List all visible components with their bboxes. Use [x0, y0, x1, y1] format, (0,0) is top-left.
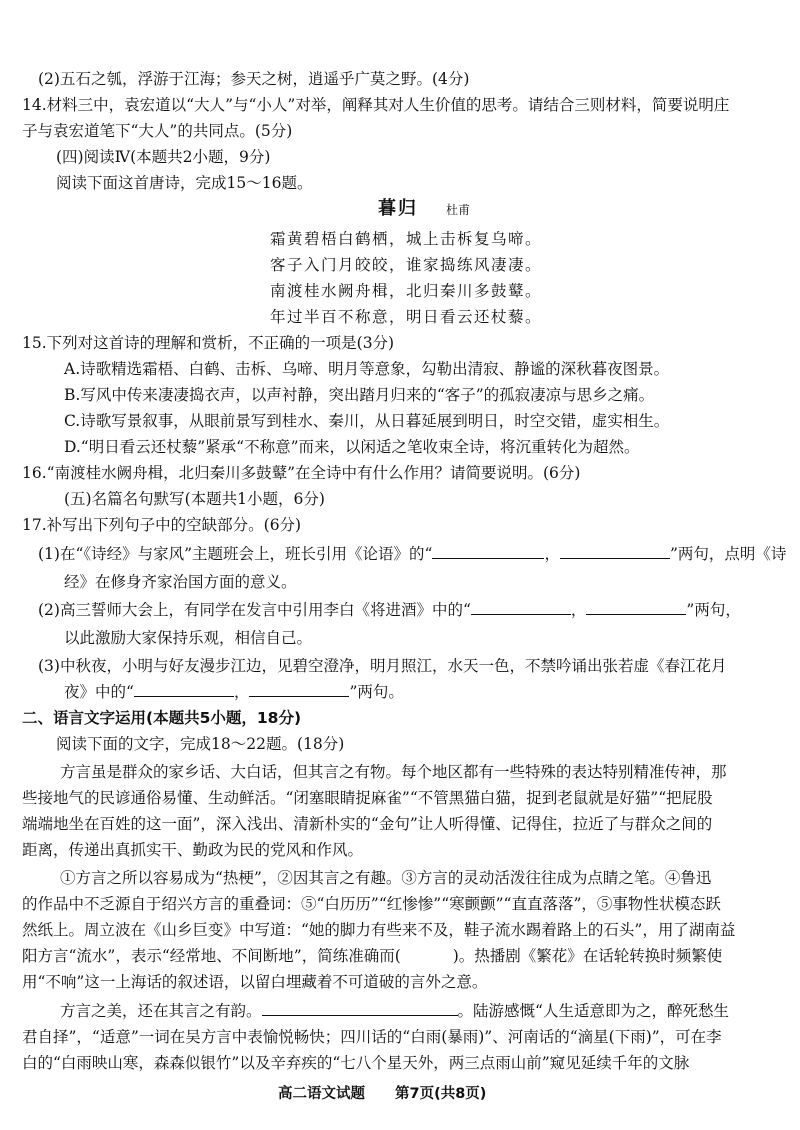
- page-number: 第7页(共8页): [395, 1086, 487, 1102]
- passage-p3-line-3: 白的“白雨映山寒，森森似银竹”以及辛弃疾的“七八个星天外，两三点雨山前”窥见延续千年的文脉: [22, 1054, 690, 1072]
- passage-p2-line-3: 然纸上。周立波在《山乡巨变》中写道：“她的脚力有些来不及，鞋子流水踢着路上的石头”，用了湖南益: [22, 921, 736, 939]
- q15-option-b: B.写风中传来凄凄捣衣声，以声衬静，突出踏月归来的“客子”的孤寂凄凉与思乡之痛。: [64, 386, 655, 404]
- answer-blank[interactable]: [586, 599, 686, 615]
- poem-line-1: 霜黄碧梧白鹤栖，城上击柝复乌啼。: [270, 230, 543, 248]
- passage-p2-line-4: 阳方言“流水”，表示“经常地、不间断地”，简练准确而( )。热播剧《繁花》在话轮转换时频繁使: [22, 947, 723, 965]
- q15-option-d: D.“明日看云还杖藜”紧承“不称意”而来，以闲适之笔收束全诗，将沉重转化为超然。: [64, 438, 640, 456]
- passage-p1-line-2: 些接地气的民谚通俗易懂、生动鲜活。“闭塞眼睛捉麻雀”“不管黑猫白猫，捉到老鼠就是好猫”“把屁股: [22, 789, 713, 807]
- part2-instruction: 阅读下面的文字，完成18～22题。(18分): [56, 735, 345, 753]
- section4-instruction: 阅读下面这首唐诗，完成15～16题。: [56, 174, 313, 192]
- answer-blank[interactable]: [471, 599, 571, 615]
- passage-p1-line-1: 方言虽是群众的家乡话、大白话，但其言之有物。每个地区都有一些特殊的表达特别精准传神，那: [60, 763, 727, 781]
- q17-item-3: (3)中秋夜，小明与好友漫步江边，见碧空澄净，明月照江，水天一色，不禁吟诵出张若虚《春江花月: [38, 657, 727, 675]
- q13-item-2: (2)五石之瓠，浮游于江海；参天之树，逍遥乎广莫之野。(4分): [38, 70, 470, 88]
- poem-author: 杜甫: [446, 203, 471, 217]
- poem-title: 暮归: [378, 198, 418, 219]
- q15-option-a: A.诗歌精选霜梧、白鹤、击柝、乌啼、明月等意象，勾勒出清寂、静谧的深秋暮夜图景。: [64, 360, 670, 378]
- passage-p1-line-3: 端端地坐在百姓的这一面”，深入浅出、清新朴实的“金句”让人听得懂、记得住，拉近了与群众之间的: [22, 815, 713, 833]
- q17-item-3-cont: 夜》中的“ ， ”两句。: [64, 683, 404, 701]
- poem-line-4: 年过半百不称意，明日看云还杖藜。: [270, 308, 543, 326]
- q16-stem: 16.“南渡桂水阙舟楫，北归秦川多鼓鼙”在全诗中有什么作用？请简要说明。(6分): [22, 464, 581, 482]
- answer-blank[interactable]: [262, 1000, 458, 1016]
- answer-blank[interactable]: [134, 681, 234, 697]
- q17-stem: 17.补写出下列句子中的空缺部分。(6分): [22, 516, 302, 534]
- page-footer: [278, 1083, 486, 1105]
- exam-name: 高二语文试题: [278, 1086, 365, 1102]
- poem-line-2: 客子入门月皎皎，谁家捣练风凄凄。: [270, 256, 543, 274]
- q15-option-c: C.诗歌写景叙事，从眼前景写到桂水、秦川，从日暮延展到明日，时空交错，虚实相生。: [64, 412, 670, 430]
- q17-item-1-cont: 经》在修身齐家治国方面的意义。: [64, 573, 297, 591]
- q17-item-2-cont: 以此激励大家保持乐观，相信自己。: [64, 629, 313, 647]
- q14-line-2: 子与袁宏道笔下“大人”的共同点。(5分): [22, 122, 293, 140]
- section4-heading: (四)阅读Ⅳ(本题共2小题，9分): [56, 148, 271, 166]
- passage-p2-line-1: ①方言之所以容易成为“热梗”，②因其言之有趣。③方言的灵动活泼往往成为点睛之笔。④鲁迅: [60, 869, 712, 887]
- q14-line-1: 14.材料三中，袁宏道以“大人”与“小人”对举，阐释其对人生价值的思考。请结合三则材料，简要说明庄: [22, 96, 730, 114]
- passage-p3-line-2: 君自择”，“适意”一词在吴方言中表愉悦畅快；四川话的“白雨(暴雨)”、河南话的“滴星(下雨)”，可在李: [22, 1028, 722, 1046]
- q17-item-2: (2)高三誓师大会上，有同学在发言中引用李白《将进酒》中的“ ， ”两句，: [38, 601, 741, 619]
- answer-blank[interactable]: [432, 543, 544, 559]
- passage-p3-line-1: 方言之美，还在其言之有韵。 。陆游感慨“人生适意即为之，醉死愁生: [60, 1002, 729, 1020]
- passage-p1-line-4: 距离，传递出真抓实干、勤政为民的党风和作风。: [22, 841, 364, 859]
- answer-blank[interactable]: [560, 543, 670, 559]
- section5-heading: (五)名篇名句默写(本题共1小题，6分): [64, 490, 325, 508]
- part2-heading: 二、语言文字运用(本题共5小题，18分): [22, 709, 302, 727]
- q15-stem: 15.下列对这首诗的理解和赏析，不正确的一项是(3分): [22, 334, 395, 352]
- poem-line-3: 南渡桂水阙舟楫，北归秦川多鼓鼙。: [270, 282, 543, 300]
- passage-p2-line-5: 用“不响”这一上海话的叙述语，以留白埋藏着不可道破的言外之意。: [22, 973, 488, 991]
- q17-item-1: (1)在“《诗经》与家风”主题班会上，班长引用《论语》的“ ， ”两句，点明《诗: [38, 545, 787, 563]
- passage-p2-line-2: 的作品中不乏源自于绍兴方言的重叠词：⑤“白历历”“红惨惨”“寒颤颤”“直直落落”，⑤事物性状模态跃: [22, 895, 721, 913]
- poem-header: [378, 198, 470, 221]
- answer-blank[interactable]: [249, 681, 349, 697]
